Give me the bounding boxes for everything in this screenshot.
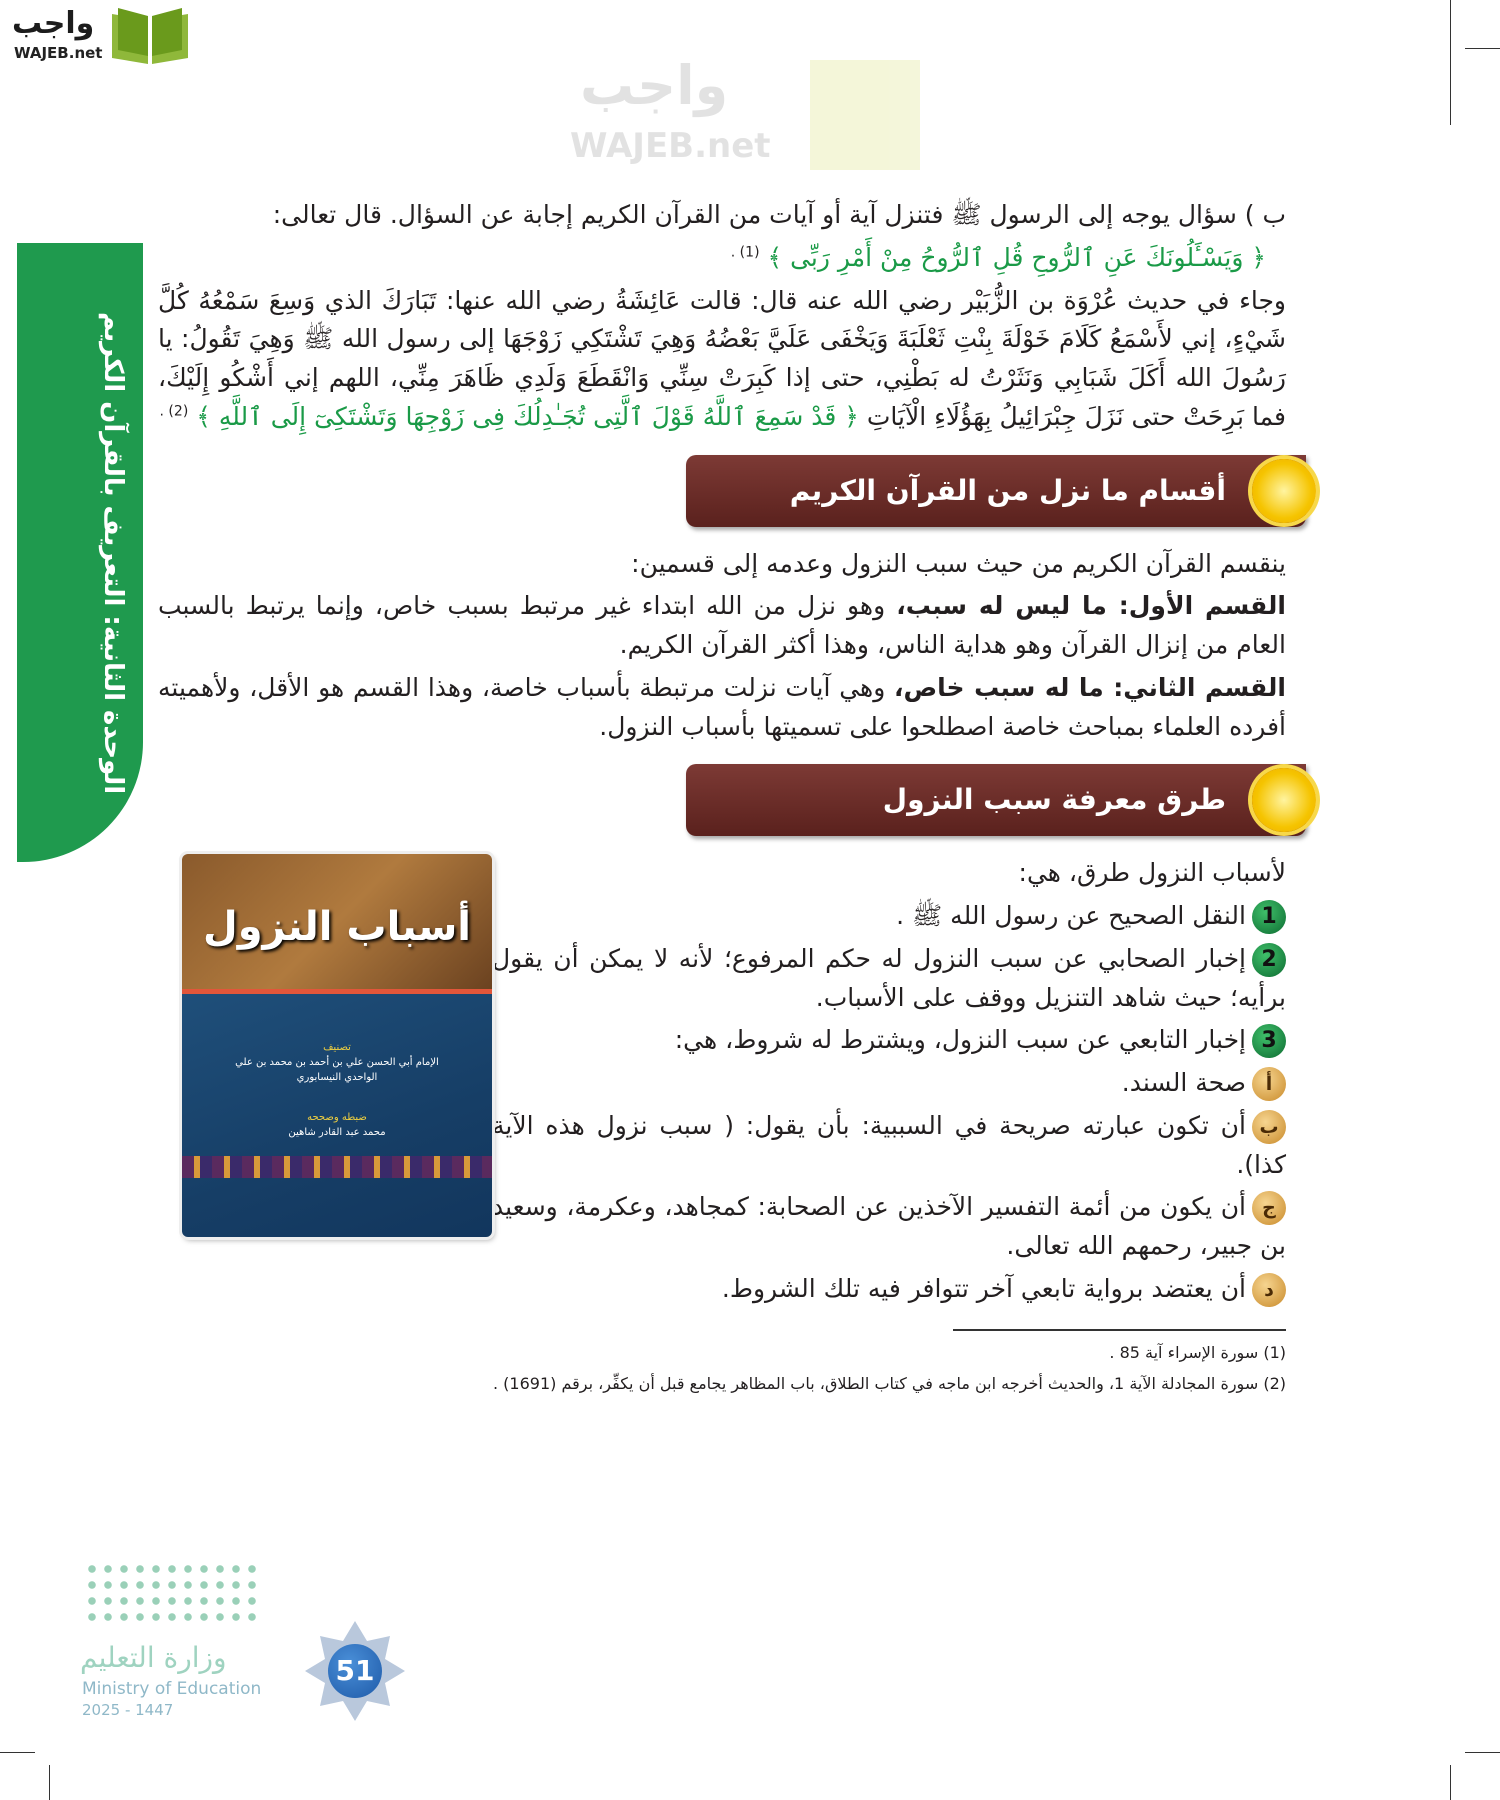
first-part-paragraph xyxy=(158,587,1286,665)
list-item-text: إخبار التابعي عن سبب النزول، ويشترط له شروط، هي: xyxy=(674,1025,1246,1055)
ministry-english: Ministry of Education xyxy=(82,1679,262,1699)
book-cover-image xyxy=(182,854,492,1237)
footnote-ref: (1) . xyxy=(730,244,760,261)
list-item-text: إخبار الصحابي عن سبب النزول له حكم المرفوع؛ لأنه لا يمكن أن يقول xyxy=(492,943,1246,973)
hadith-paragraph xyxy=(158,282,1286,437)
number-badge: 2 xyxy=(1252,943,1286,977)
sun-icon xyxy=(1252,768,1316,832)
book-editor: محمد عبد القادر شاهين xyxy=(288,1127,386,1139)
number-badge: 3 xyxy=(1252,1024,1286,1058)
footnote: (2) سورة المجادلة الآية 1، والحديث أخرجه ابن ماجه في كتاب الطلاق، باب المظاهر يجامع قبل أن يكفِّر، برقم (1691) . xyxy=(493,1373,1286,1393)
paragraph-text: أفرده العلماء بمباحث خاصة اصطلحوا على تسميتها بأسباب النزول. xyxy=(599,711,1286,741)
footnote-ref: (2) . xyxy=(159,403,189,420)
unit-title: الوحدة الثانية: التعريف بالقرآن الكريم xyxy=(98,311,128,795)
letter-badge: ج xyxy=(1252,1191,1286,1225)
first-part-label: القسم الأول: ما ليس له سبب، xyxy=(896,591,1286,621)
letter-badge: أ xyxy=(1252,1067,1286,1101)
condition-item xyxy=(158,1270,1286,1309)
paragraph-text: كَلَامَ خَوْلَةَ بِنْتِ ثَعْلَبَةَ وَيَخْفَى عَلَيَّ بَعْضُهُ وَهِيَ تَشْتَكِي زَوْجَهَا إلى رسول الله ﷺ وَهِيَ تَقُولُ: يا رَسُولَ الله xyxy=(158,324,1286,392)
sun-icon xyxy=(1252,459,1316,523)
crop-mark xyxy=(1450,1765,1451,1800)
verse-line xyxy=(158,239,1266,278)
unit-side-tab xyxy=(17,243,143,862)
footnote: (1) سورة الإسراء آية 85 . xyxy=(1109,1342,1286,1362)
section-header xyxy=(686,764,1306,836)
watermark-latin: WAJEB.net xyxy=(570,126,771,166)
paragraph-line: ب ) سؤال يوجه إلى الرسول ﷺ فتنزل آية أو آيات من القرآن الكريم إجابة عن السؤال. قال تعالى: xyxy=(272,200,1286,229)
ministry-logo xyxy=(80,1561,410,1726)
crop-mark xyxy=(49,1765,50,1800)
paragraph-line: ينقسم القرآن الكريم من حيث سبب النزول وعدمه إلى قسمين: xyxy=(631,548,1286,578)
list-item-continuation: برأيه؛ حيث شاهد التنزيل ووقف على الأسباب. xyxy=(815,982,1286,1012)
book-author: الواحدي النيسابوري xyxy=(296,1072,378,1084)
crop-mark xyxy=(1465,48,1500,49)
watermark xyxy=(560,54,940,180)
logo-latin: WAJEB.net xyxy=(14,44,103,62)
condition-text: أن تكون عبارته صريحة في السببية: بأن يقول: ( سبب نزول هذه الآية كذا). xyxy=(492,1110,1286,1179)
crop-mark xyxy=(1465,1752,1500,1753)
book-editor-label: ضبطه وصححه xyxy=(307,1112,367,1124)
list-item-text: النقل الصحيح عن رسول الله ﷺ . xyxy=(896,901,1246,930)
second-part-label: القسم الثاني: ما له سبب خاص، xyxy=(894,672,1286,702)
paragraph-text: وجاء في حديث عُرْوَة بن الزُّبَيْر رضي الله عنه قال: قالت عَائِشَةُ رضي الله عنها: تَبَارَكَ الذي وَسِعَ سَمْعُهُ كُلَّ شَيْءٍ، إني لأَسْمَعُ xyxy=(158,285,1286,354)
quran-verse: ﴿ قَدْ سَمِعَ ٱللَّهُ قَوْلَ ٱلَّتِى تُجَـٰدِلُكَ فِى زَوْجِهَا وَتَشْتَكِىٓ إِلَى ٱللَّهِ ﴾ xyxy=(196,401,859,431)
number-badge: 1 xyxy=(1252,900,1286,934)
condition-text: صحة السند. xyxy=(1121,1068,1246,1097)
footnote-divider xyxy=(953,1329,1286,1331)
paragraph-text: وهي آيات نزلت مرتبطة بأسباب خاصة، وهذا القسم هو الأقل، ولأهميته xyxy=(158,672,895,702)
paragraph-text: أَكَلَ شَبَابِي وَنَثَرْتُ له بَطْنِي، حتى إذا كَبِرَتْ سِنِّي وَانْقَطَعَ وَلَدِي ظَاهَرَ مِنِّي، اللهم إني أَشْكُو إِلَيْكَ، فما بَرِحَتْ xyxy=(158,363,1286,431)
paragraph-text: وهو نزل من الله ابتداء غير مرتبط بسبب خاص، وإنما يرتبط بالسبب العام من xyxy=(158,591,1286,659)
paragraph-text: إنزال القرآن وهو هداية الناس، وهذا أكثر القرآن الكريم. xyxy=(619,630,1188,659)
wajeb-logo[interactable] xyxy=(8,4,193,68)
section-title: طرق معرفة سبب النزول xyxy=(882,783,1226,817)
quran-verse: ﴿ وَيَسْـَٔلُونَكَ عَنِ ٱلرُّوحِ قُلِ ٱلرُّوحُ مِنْ أَمْرِ رَبِّى ﴾ xyxy=(767,242,1266,272)
book-author-label: تصنيف xyxy=(323,1042,351,1054)
watermark-arabic: واجب xyxy=(580,54,729,117)
section-title: أقسام ما نزل من القرآن الكريم xyxy=(789,473,1226,507)
main-content xyxy=(158,196,1286,1401)
condition-text: أن يكون من أئمة التفسير الآخذين عن الصحابة: كمجاهد، وعكرمة، وسعيد بن جبير، رحمهم xyxy=(492,1192,1286,1260)
second-part-paragraph xyxy=(158,669,1286,747)
book-author: الإمام أبي الحسن علي بن أحمد بن محمد بن علي xyxy=(235,1057,439,1069)
ministry-year: 2025 - 1447 xyxy=(82,1701,174,1719)
open-book-icon xyxy=(108,4,192,66)
condition-continuation: الله تعالى. xyxy=(1006,1231,1114,1260)
page-number: 51 xyxy=(328,1644,382,1698)
crop-mark xyxy=(1450,0,1451,125)
section-header xyxy=(686,455,1306,527)
book-title: أسباب النزول xyxy=(202,904,472,951)
letter-badge: د xyxy=(1252,1273,1286,1307)
paragraph-line: لأسباب النزول طرق، هي: xyxy=(1018,858,1286,888)
letter-badge: ب xyxy=(1252,1110,1286,1144)
logo-arabic: واجب xyxy=(12,6,95,41)
condition-text: أن يعتضد برواية تابعي آخر تتوافر فيه تلك الشروط. xyxy=(721,1273,1246,1303)
crop-mark xyxy=(0,1752,35,1753)
paragraph-text: حتى نَزَلَ جِبْرَائِيلُ بِهَؤُلَاءِ الْآيَاتِ xyxy=(866,401,1176,431)
ministry-arabic: وزارة التعليم xyxy=(80,1641,227,1674)
